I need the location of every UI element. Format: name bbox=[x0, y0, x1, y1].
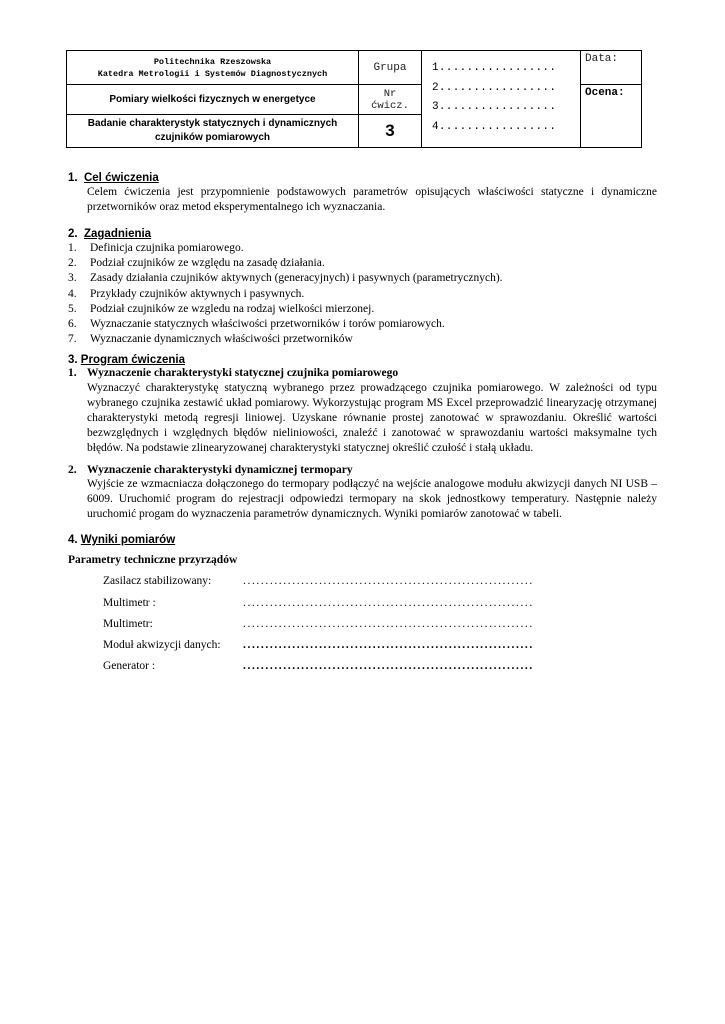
student-line-4: 4................. bbox=[432, 120, 557, 133]
instrument-fill-line: ................................................................. bbox=[243, 597, 534, 609]
section-3-title: Program ćwiczenia bbox=[80, 354, 185, 366]
date-label: Data: bbox=[581, 51, 642, 85]
student-line-3: 3................. bbox=[432, 101, 557, 113]
header-table bbox=[66, 50, 642, 148]
instrument-label: Moduł akwizycji danych: bbox=[103, 639, 221, 651]
instrument-fill-line: ................................................................. bbox=[243, 660, 534, 672]
instruments-subtitle: Parametry techniczne przyrządów bbox=[68, 554, 238, 566]
instrument-fill-line: ................................................................. bbox=[243, 639, 534, 651]
section-1-number: 1. bbox=[68, 172, 78, 184]
section-3-heading bbox=[68, 354, 185, 366]
list-item: 1. Definicja czujnika pomiarowego. bbox=[68, 242, 244, 254]
institution-name: Politechnika Rzeszowska bbox=[153, 56, 272, 67]
section-4-title: Wyniki pomiarów bbox=[80, 534, 176, 546]
section-2-title: Zagadnienia bbox=[83, 228, 152, 240]
exercise-number-label bbox=[359, 85, 422, 115]
instrument-row bbox=[103, 660, 534, 672]
instrument-row bbox=[103, 639, 534, 651]
instrument-fill-line: ................................................................. bbox=[243, 575, 534, 587]
grade-label: Ocena: bbox=[581, 85, 642, 148]
list-item: 5. Podział czujników ze wzgledu na rodzaj wielkości mierzonej. bbox=[68, 302, 375, 315]
student-line-2: 2................. bbox=[432, 81, 557, 94]
exercise-number-label-line1: Nr bbox=[383, 87, 397, 100]
section-3-number: 3. bbox=[68, 354, 78, 366]
section-1-title: Cel ćwiczenia bbox=[83, 172, 159, 184]
section-1-text: Celem ćwiczenia jest przypomnienie podstawowych parametrów opisujących właściwości statyczne i dynamiczne przetworników oraz metod eksperymentalnego ich wyznaczania. bbox=[87, 186, 657, 213]
exercise-number: 3 bbox=[359, 115, 422, 148]
instrument-label: Zasilacz stabilizowany: bbox=[103, 575, 212, 587]
list-item: 3. Zasady działania czujników aktywnych (generacyjnych) i pasywnych (parametrycznych). bbox=[68, 272, 503, 285]
section-2-number: 2. bbox=[68, 228, 78, 240]
instrument-label: Generator : bbox=[103, 660, 156, 672]
section-4-heading bbox=[68, 534, 175, 546]
department-name: Katedra Metrologii i Systemów Diagnostycznych bbox=[97, 68, 328, 79]
instrument-row bbox=[103, 575, 534, 587]
instrument-row bbox=[103, 618, 534, 630]
program-item-1-heading: 1. Wyznaczenie charakterystyki statycznej czujnika pomiarowego bbox=[68, 367, 399, 379]
list-item: 7. Wyznaczanie dynamicznych właściwości przetworników bbox=[68, 333, 353, 346]
student-line-1: 1................. bbox=[432, 62, 557, 74]
group-label: Grupa bbox=[359, 51, 422, 85]
section-2-heading bbox=[68, 228, 151, 240]
program-item-1-text: Wyznaczyć charakterystykę statyczną wybranego przez prowadzącego czujnika pomiarowego. W zależności od typu wybranego czujnika zestawić układ pomiarowy. Wykorzystując program MS Excel przeprowadzić linearyzację otrzymanej charakterystyki metodą regresji liniowej. Uzyskane równanie prostej zanotować w sprawozdaniu. Określić wartości bezwzględnych i względnych błędów nieliniowości, znaleźć i zanotować w sprawozdaniu wartości maksymalne tych błędów. Na podstawie zlinearyzowanej charakterystyki statycznej określić czułość i stałą układu. bbox=[87, 382, 657, 454]
section-4-number: 4. bbox=[68, 534, 78, 546]
topics-list bbox=[68, 241, 503, 347]
instrument-label: Multimetr: bbox=[103, 618, 153, 630]
instrument-label: Multimetr : bbox=[103, 597, 156, 609]
students-cell bbox=[422, 51, 581, 148]
institution-cell bbox=[67, 51, 359, 85]
exercise-number-label-line2: ćwicz. bbox=[371, 99, 409, 112]
instrument-fill-line: ................................................................. bbox=[243, 618, 534, 630]
section-1-heading bbox=[68, 172, 159, 184]
list-item: 2. Podział czujników ze względu na zasadę działania. bbox=[68, 257, 325, 270]
list-item: 6. Wyznaczanie statycznych właściwości przetworników i torów pomiarowych. bbox=[68, 318, 445, 331]
program-item-2-text: Wyjście ze wzmacniacza dołączonego do termopary podłączyć na wejście analogowe modułu akwizycji danych NI USB – 6009. Uruchomić program do rejestracji odpowiedzi termopary na skok jednostkowy temperatury. Następnie należy uruchomić progam do wyznaczenia parametrów dynamicznych. Wyniki pomiarów zanotować w tabeli. bbox=[87, 478, 657, 520]
course-title: Pomiary wielkości fizycznych w energetyce bbox=[67, 85, 359, 115]
program-item-2-heading: 2. Wyznaczenie charakterystyki dynamicznej termopary bbox=[68, 464, 353, 476]
exercise-topic: Badanie charakterystyk statycznych i dynamicznych czujników pomiarowych bbox=[67, 115, 359, 148]
list-item: 4. Przykłady czujników aktywnych i pasywnych. bbox=[68, 287, 305, 300]
instrument-row bbox=[103, 597, 534, 609]
